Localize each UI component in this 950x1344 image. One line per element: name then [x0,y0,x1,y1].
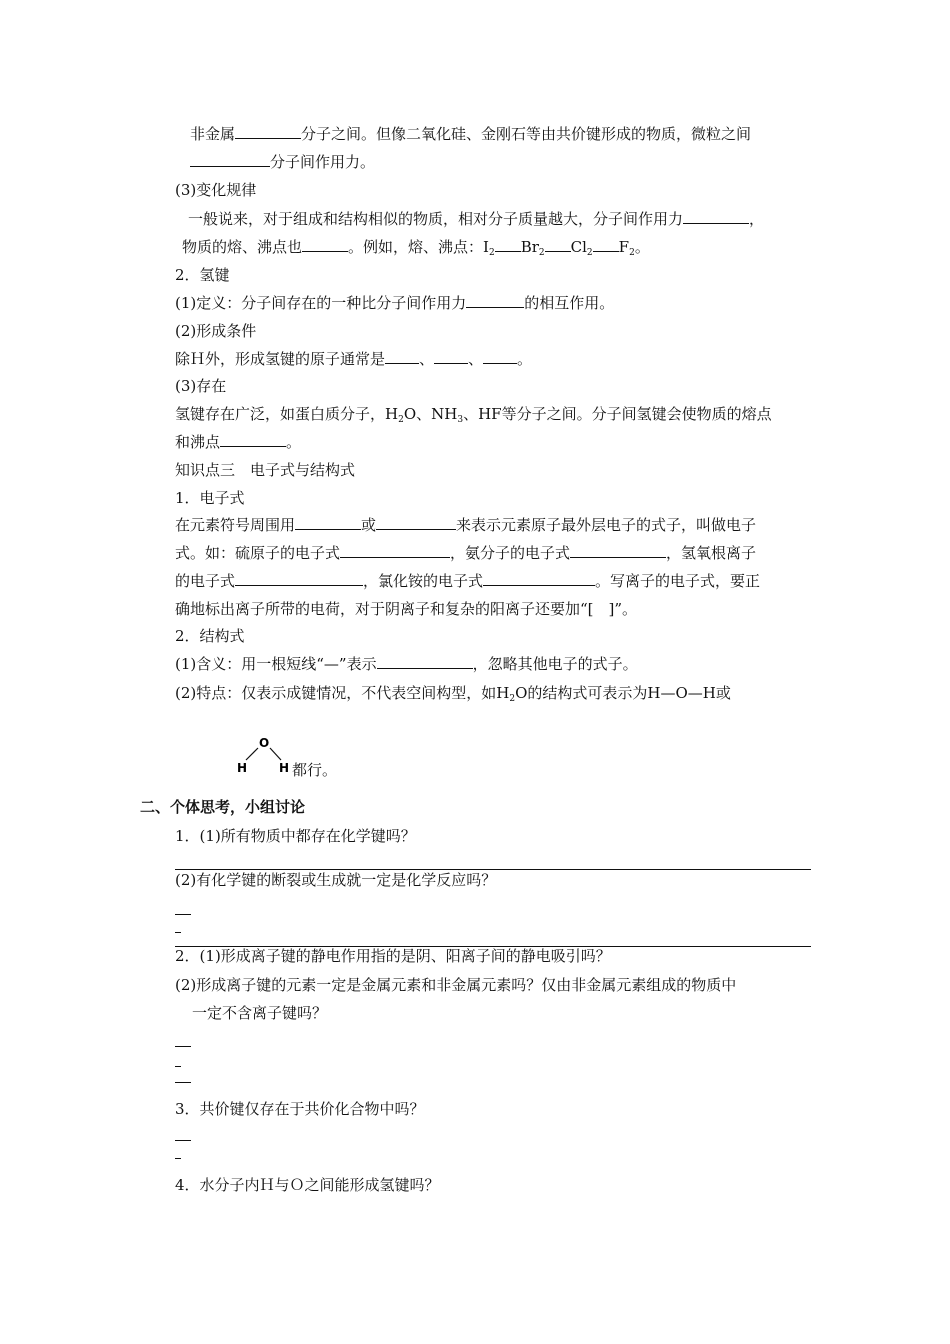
fill-blank[interactable] [495,237,521,252]
fill-blank[interactable] [220,432,286,447]
fill-blank[interactable] [434,349,468,364]
section-title: 1．电子式 [175,489,245,507]
text-segment: 、HF等分子之间。分子间氢键会使物质的熔点 [463,405,772,423]
subscript: 2 [538,248,545,258]
hydrogen-atom-label: H [279,761,290,775]
fill-blank[interactable] [683,209,749,224]
text-segment: ，氯化铵的电子式 [363,572,484,590]
subscript: 3 [457,415,464,425]
fill-blank[interactable] [235,124,301,139]
text-segment: 。 [286,433,302,451]
text-segment: ，忽略其他电子的式子。 [472,655,638,673]
text-segment: (2)特点：仅表示成键情况，不代表空间构型，如H [175,684,510,702]
formula: Cl [570,238,587,256]
text-segment: (1)定义：分子间存在的一种比分子间作用力 [175,294,467,312]
fill-blank[interactable] [340,543,450,558]
section-title: 知识点三 电子式与结构式 [175,461,356,479]
text-segment: 非金属 [190,125,236,143]
text-line [175,543,756,563]
fill-blank[interactable] [295,515,361,530]
text-line [175,293,614,313]
text-line [175,349,532,369]
text-line [175,654,638,674]
text-segment: 分子间作用力。 [270,153,376,171]
fill-blank[interactable] [593,237,619,252]
question: (2)有化学键的断裂或生成就一定是化学反应吗？ [175,871,497,889]
text-segment: ， [749,210,765,228]
subscript: 2 [509,694,516,704]
fill-blank[interactable] [483,349,517,364]
subheading: (3)变化规律 [175,181,257,199]
text-segment: 。例如，熔、沸点： [348,238,484,256]
fill-blank[interactable] [235,571,363,586]
text-line [175,404,772,430]
text-line [175,571,760,591]
fill-blank[interactable] [302,237,348,252]
subscript: 2 [488,248,495,258]
formula: F [618,238,630,256]
text-segment: 一般说来，对于组成和结构相似的物质，相对分子质量越大，分子间作用力 [188,210,684,228]
question: 1．(1)所有物质中都存在化学键吗？ [175,827,416,845]
bond-line [270,748,281,760]
text-segment: 式。如：硫原子的电子式 [175,544,341,562]
fill-blank[interactable] [545,237,571,252]
formula: Br [520,238,539,256]
text-line [175,683,731,709]
subheading: (3)存在 [175,377,227,395]
text-segment: (1)含义：用一根短线“—”表示 [175,655,377,673]
section-title: 2．结构式 [175,627,245,645]
answer-line[interactable] [175,1140,191,1141]
subscript: 2 [586,248,593,258]
text-segment: O、NH [403,405,458,423]
text-segment: 在元素符号周围用 [175,516,296,534]
text-segment: ，氢氧根离子 [666,544,757,562]
text-segment: 除Ｈ外，形成氢键的原子通常是 [175,350,386,368]
fill-blank[interactable] [190,152,270,167]
formula: I [483,238,489,256]
answer-line[interactable] [175,1082,191,1083]
section-heading: 二、个体思考，小组讨论 [140,798,306,816]
text-segment: 或 [361,516,377,534]
text-segment: 、 [468,350,484,368]
question: 3．共价键仅存在于共价化合物中吗？ [175,1100,425,1118]
text-segment: 。写离子的电子式，要正 [595,572,761,590]
text-line [182,237,650,263]
fill-blank[interactable] [385,349,419,364]
text-segment: 、 [419,350,435,368]
bond-line [246,748,258,760]
question: 一定不含离子键吗？ [192,1004,328,1022]
fill-blank[interactable] [483,571,595,586]
text-segment: 。 [517,350,533,368]
answer-line[interactable] [175,1158,181,1159]
text-line [175,515,756,535]
subscript: 2 [398,415,404,425]
fill-blank[interactable] [570,543,666,558]
text-line [190,152,375,172]
answer-line[interactable] [175,1046,191,1047]
question: 2．(1)形成离子键的静电作用指的是阴、阳离子间的静电吸引吗？ [175,947,611,965]
text-line [175,432,301,452]
answer-line[interactable] [175,932,181,933]
subscript: 2 [629,248,635,258]
text-segment: 物质的熔、沸点也 [182,238,303,256]
answer-line[interactable] [175,914,191,915]
text-line: 都行。 [292,761,338,779]
fill-blank[interactable] [377,654,473,669]
text-line [190,124,751,144]
fill-blank[interactable] [376,515,456,530]
hydrogen-atom-label: H [237,761,248,775]
question: 4．水分子内Ｈ与Ｏ之间能形成氢键吗？ [175,1176,440,1194]
question: (2)形成离子键的元素一定是金属元素和非金属元素吗？仅由非金属元素组成的物质中 [175,976,737,994]
subheading: (2)形成条件 [175,322,257,340]
text-segment: 的相互作用。 [524,294,615,312]
text-line: 确地标出离子所带的电荷，对于阴离子和复杂的阳离子还要加“[ ]”。 [175,600,638,618]
section-title: 2．氢键 [175,266,230,284]
text-segment: 的电子式 [175,572,236,590]
text-segment: ，氨分子的电子式 [450,544,571,562]
text-line [188,209,764,229]
text-segment: 氢键存在广泛，如蛋白质分子，H [175,405,399,423]
text-segment: O的结构式可表示为H—O—H或 [515,684,731,702]
text-segment: 和沸点 [175,433,221,451]
text-segment: 分子之间。但像二氧化硅、金刚石等由共价键形成的物质，微粒之间 [301,125,752,143]
answer-line[interactable] [175,1066,181,1067]
text-segment: 。 [634,238,650,256]
fill-blank[interactable] [466,293,524,308]
water-structure-diagram [234,734,294,780]
oxygen-atom-label: O [259,736,270,750]
text-segment: 来表示元素原子最外层电子的式子，叫做电子 [456,516,757,534]
